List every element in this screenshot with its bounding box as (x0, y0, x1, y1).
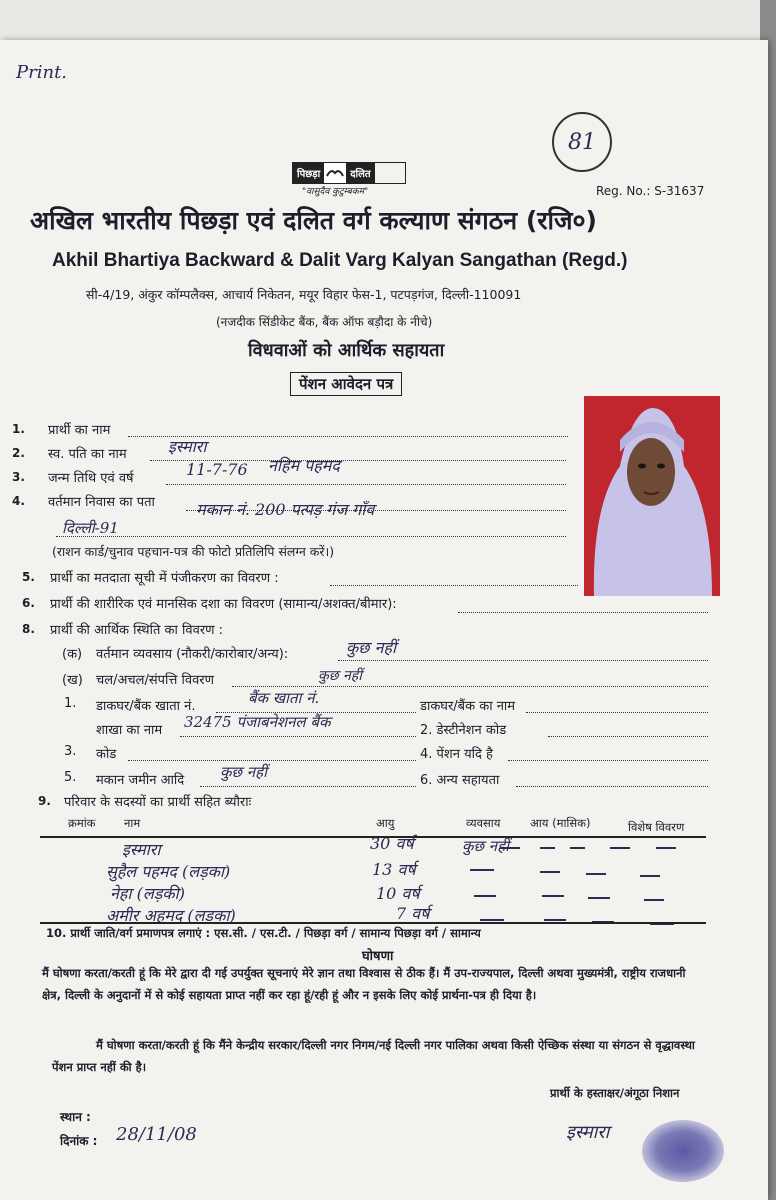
field-2-label: स्व. पति का नाम (48, 447, 127, 462)
page-number: 81 (568, 129, 596, 155)
org-name-hindi: अखिल भारतीय पिछड़ा एवं दलित वर्ग कल्याण संगठन (रजि०) (30, 206, 597, 235)
org-logo (292, 162, 406, 184)
hands-icon (324, 163, 346, 183)
field-8-num: 8. (22, 622, 35, 636)
declaration-paragraph-2: मैं घोषणा करता/करती हूं कि मैंने केन्द्रीय सरकार/दिल्ली नगर निगम/नई दिल्ली नगर पालिका अथवा किसी ऐच्छिक संस्था या संगठन से वृद्धावस्था पेंशन प्राप्त नहीं की है। (52, 1038, 695, 1074)
subfield-kha-label: चल/अचल/संपत्ति विवरण (96, 673, 215, 688)
field-10-caste: 10. प्रार्थी जाति/वर्ग प्रमाणपत्र लगाएं : एस.सी. / एस.टी. / पिछड़ा वर्ग / सामान्य पिछड़ा वर्ग / सामान्य (46, 926, 481, 940)
reg-number: Reg. No.: S-31637 (596, 184, 705, 198)
subfield-kha-value: कुछ नहीं (318, 668, 362, 684)
field-6-num: 6. (22, 596, 35, 610)
thumb-impression (642, 1120, 724, 1182)
other-help-label: 6. अन्य सहायता (420, 773, 500, 788)
subfield-ka-num: (क) (62, 647, 83, 662)
table-header-age: आयु (376, 816, 395, 830)
other-help-line (516, 786, 708, 787)
form-title: पेंशन आवेदन पत्र (290, 372, 402, 396)
table-row-3-name: नेहा (लड़की) (110, 884, 185, 903)
field-3-line (166, 484, 566, 485)
destination-code-label: 2. डेस्टीनेशन कोड (420, 723, 507, 738)
table-row-1-occupation: कुछ नहीं (462, 837, 509, 855)
date-value: 28/11/08 (116, 1124, 197, 1145)
logo-motto: "वासुदैव कुटुम्बकम" (302, 187, 369, 197)
applicant-photo (584, 396, 720, 596)
org-name-english: Akhil Bhartiya Backward & Dalit Varg Kalyan Sangathan (Regd.) (52, 250, 628, 271)
form-page (0, 40, 768, 1200)
bank-account-value: बैंक खाता नं. (248, 689, 320, 707)
land-label: मकान जमीन आदि (96, 773, 185, 788)
declaration-paragraph-1: मैं घोषणा करता/करती हूं कि मेरे द्वारा दी गई उपर्युक्त सूचनाएं मेरे ज्ञान तथा विश्वास से ठीक हैं। मैं उप-राज्यपाल, दिल्ली अथवा मुख्यमंत्री, राष्ट्रीय राजधानी क्षेत्र, दिल्ली के अनुदानों में से कोई सहायता प्राप्त नहीं कर रहा हूं/रही हूं और न इसके लिए कोई प्रार्थना-पत्र ही दिया है। (42, 966, 686, 1002)
field-1-num: 1. (12, 422, 25, 436)
table-header-serial: क्रमांक (68, 816, 96, 830)
field-2-num: 2. (12, 446, 25, 460)
subfield-kha-num: (ख) (62, 673, 83, 688)
place-label: स्थान : (60, 1110, 91, 1124)
land-value: कुछ नहीं (220, 763, 267, 781)
pension-line (508, 760, 708, 761)
code-line (128, 760, 416, 761)
bank-account-label: डाकघर/बैंक खाता नं. (96, 699, 196, 714)
corner-note: Print. (16, 62, 68, 83)
table-row-4-name: अमीर अहमद (लड़का) (106, 906, 236, 925)
code-row-num: 3. (64, 744, 77, 759)
field-1-label: प्रार्थी का नाम (48, 423, 111, 438)
branch-value: 32475 पंजाबनेशनल बैंक (184, 713, 331, 731)
field-4-num: 4. (12, 494, 25, 508)
table-row-3-age: 10 वर्ष (376, 884, 420, 903)
field-6-label: प्रार्थी की शारीरिक एवं मानसिक दशा का विवरण (सामान्य/अशक्त/बीमार): (50, 597, 397, 612)
field-3-extra: नहिम पहमद (268, 456, 340, 475)
bank-name-label: डाकघर/बैंक का नाम (420, 699, 516, 714)
subfield-ka-value: कुछ नहीं (346, 638, 397, 657)
field-5-num: 5. (22, 570, 35, 584)
field-9-num: 9. (38, 794, 51, 808)
field-5-line (330, 585, 578, 586)
declaration-title: घोषणा (362, 949, 394, 964)
logo-right-text: दलित (346, 163, 374, 183)
table-bottom-rule (40, 922, 706, 924)
subfield-ka-label: वर्तमान व्यवसाय (नौकरी/कारोबार/अन्य): (96, 647, 289, 662)
bank-row-1-num: 1. (64, 696, 77, 711)
table-header-income: आय (मासिक) (530, 816, 591, 830)
bank-name-line (526, 712, 708, 713)
pension-label: 4. पेंशन यदि है (420, 747, 493, 762)
field-4-label: वर्तमान निवास का पता (48, 495, 155, 510)
branch-label: शाखा का नाम (96, 723, 163, 738)
field-4-value: मकान नं. 200 पत्पड़ गंज गाँव (196, 500, 375, 519)
page-number-circle (552, 112, 612, 172)
date-label: दिनांक : (60, 1134, 98, 1148)
table-header-name: नाम (124, 816, 141, 830)
land-line (200, 786, 416, 787)
address-note: (नजदीक सिंडीकेट बैंक, बैंक ऑफ बड़ौदा के नीचे) (216, 315, 433, 329)
field-5-label: प्रार्थी का मतदाता सूची में पंजीकरण का विवरण : (50, 571, 279, 586)
logo-left-text: पिछड़ा (293, 163, 324, 183)
table-row-4-age: 7 वर्ष (396, 904, 430, 923)
field-6-line (458, 612, 708, 613)
field-3-label: जन्म तिथि एवं वर्ष (48, 471, 134, 486)
subfield-kha-line (232, 686, 708, 687)
field-8-label: प्रार्थी की आर्थिक स्थिति का विवरण : (50, 623, 224, 638)
table-row-1-name: इस्मारा (122, 840, 161, 859)
code-label: कोड (96, 747, 117, 762)
field-2-value: इस्मारा (168, 437, 207, 456)
branch-line (180, 736, 416, 737)
field-4-value-2: दिल्ली-91 (62, 519, 119, 537)
field-9-label: परिवार के सदस्यों का प्रार्थी सहित ब्यौराः (64, 795, 252, 810)
field-3-num: 3. (12, 470, 25, 484)
table-header-occupation: व्यवसाय (466, 816, 501, 830)
table-row-2-name: सुहैल पहमद (लड़का) (106, 862, 231, 881)
applicant-signature: इस्मारा (566, 1122, 610, 1143)
subfield-ka-line (338, 660, 708, 661)
table-header-remarks: विशेष विवरण (628, 820, 685, 834)
land-row-num: 5. (64, 770, 77, 785)
field-4-line-2 (56, 536, 566, 537)
table-dash-marks (460, 840, 700, 930)
table-row-2-age: 13 वर्ष (372, 860, 416, 879)
scheme-title: विधवाओं को आर्थिक सहायता (248, 340, 445, 361)
table-row-1-age: 30 वर्ष (370, 834, 414, 853)
ration-card-note: (राशन कार्ड/चुनाव पहचान-पत्र की फोटो प्रतिलिपि संलग्न करें।) (52, 544, 335, 559)
field-3-value: 11-7-76 (186, 460, 248, 479)
org-address: सी-4/19, अंकुर कॉम्पलैक्स, आचार्य निकेतन, मयूर विहार फेस-1, पटपड़गंज, दिल्ली-110091 (86, 287, 522, 302)
signature-label: प्रार्थी के हस्ताक्षर/अंगूठा निशान (550, 1086, 680, 1100)
destination-code-line (548, 736, 708, 737)
